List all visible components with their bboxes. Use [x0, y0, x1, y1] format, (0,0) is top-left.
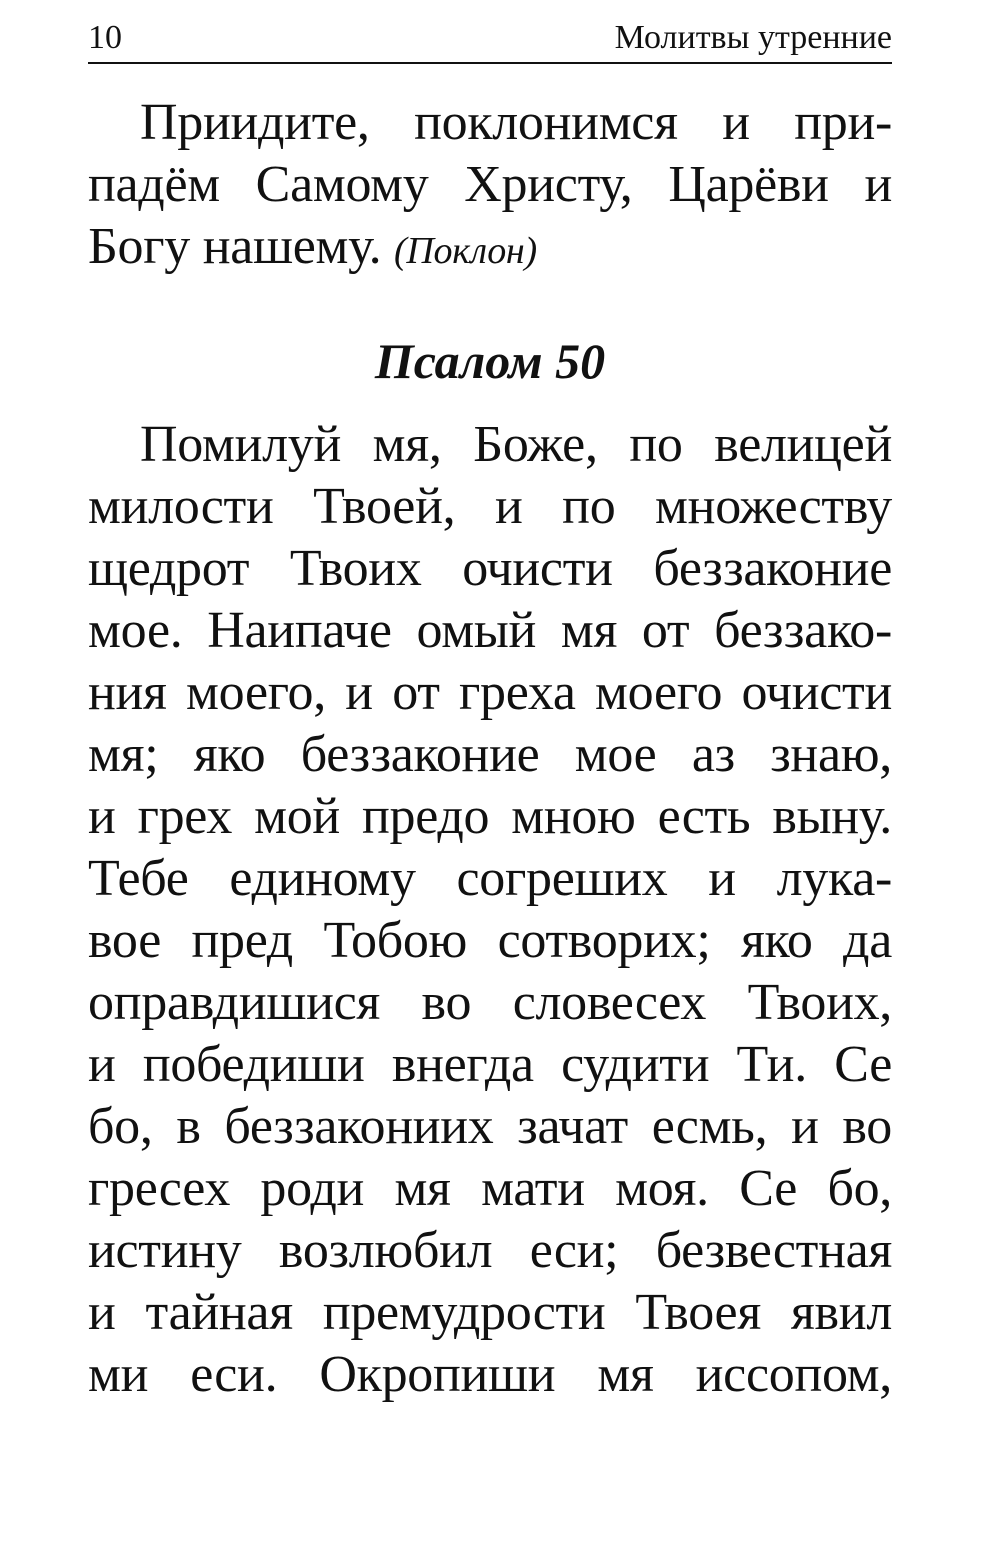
book-page: [88, 18, 892, 1406]
text-line: ния моего, и от греха моего очисти: [88, 664, 892, 721]
page-number: 10: [88, 19, 122, 56]
text-line: и тайная премудрости Твоея явил: [88, 1284, 892, 1341]
text-line: мое. Наипаче омый мя от беззако-: [88, 602, 892, 659]
text-line-content: Богу нашему.: [88, 218, 382, 275]
text-line: и победиши внегда судити Ти. Се: [88, 1036, 892, 1093]
running-title: Молитвы утренние: [614, 19, 892, 56]
text-line: истину возлюбил еси; безвестная: [88, 1222, 892, 1279]
text-line: падём Самому Христу, Царёви и: [88, 156, 892, 213]
text-line: Тебе единому согреших и лука-: [88, 850, 892, 907]
text-line: щедрот Твоих очисти беззаконие: [88, 540, 892, 597]
text-line: [88, 216, 892, 278]
psalm-text: [88, 414, 892, 1406]
text-line: оправдишися во словесех Твоих,: [88, 974, 892, 1031]
bow-note: (Поклон): [394, 230, 537, 272]
text-line: гресех роди мя мати моя. Се бо,: [88, 1160, 892, 1217]
text-line: бо, в беззакониих зачат есмь, и во: [88, 1098, 892, 1155]
text-line: Приидите, поклонимся и при-: [140, 94, 892, 151]
text-line: Помилуй мя, Боже, по велицей: [140, 416, 892, 473]
text-line: мя; яко беззаконие мое аз знаю,: [88, 726, 892, 783]
running-header: [88, 18, 892, 64]
text-line: и грех мой предо мною есть выну.: [88, 788, 892, 845]
text-line: милости Твоей, и по множеству: [88, 478, 892, 535]
intro-paragraph: [88, 92, 892, 278]
psalm-title: Псалом 50: [374, 333, 606, 389]
text-line: вое пред Тобою сотворих; яко да: [88, 912, 892, 969]
text-line: ми еси. Окропиши мя иссопом,: [88, 1346, 892, 1403]
